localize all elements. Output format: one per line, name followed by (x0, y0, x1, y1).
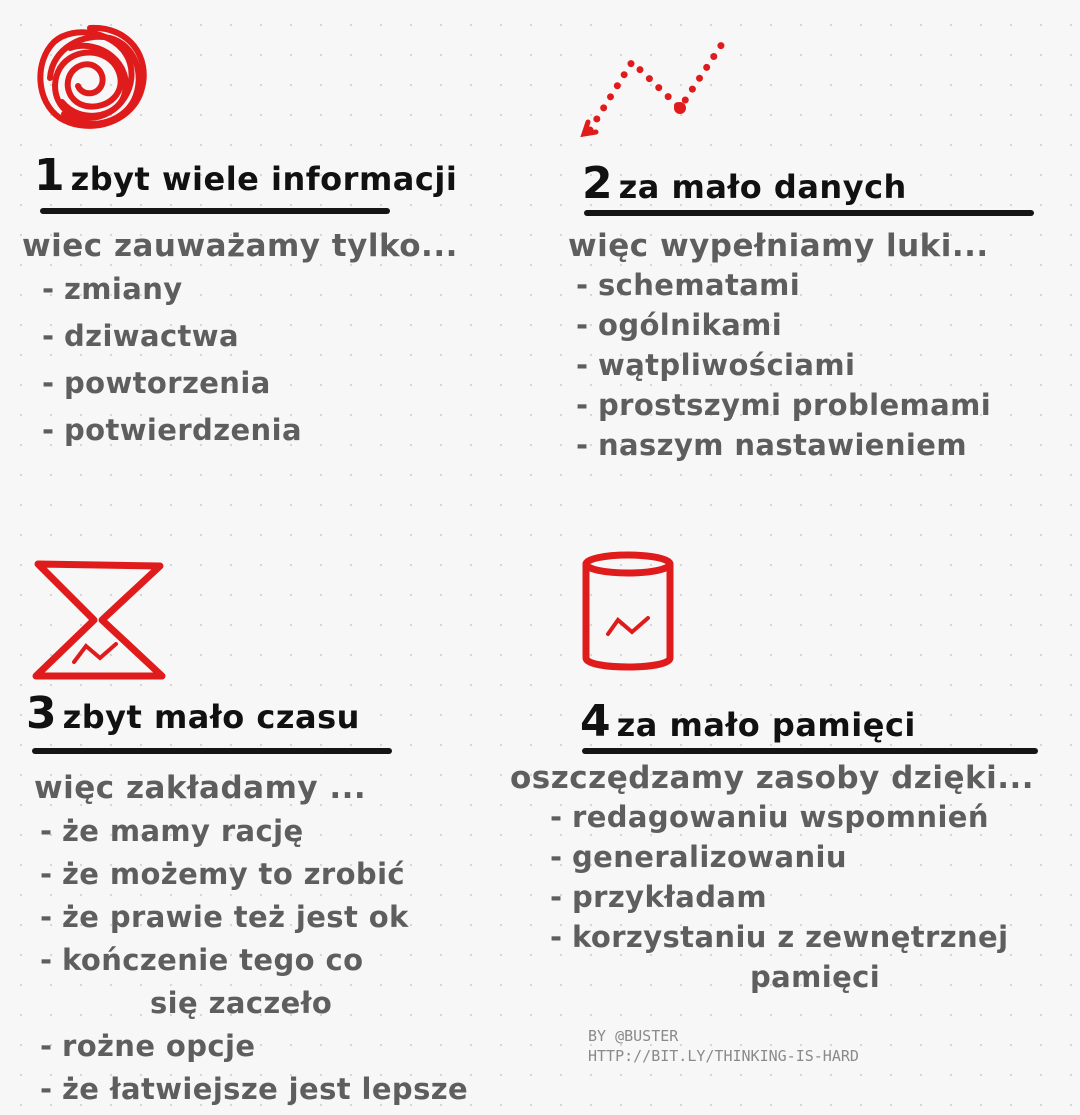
dotted-trend-icon (580, 30, 740, 145)
credit-link: HTTP://BIT.LY/THINKING-IS-HARD (588, 1047, 859, 1065)
section-intro: wiec zauważamy tylko... (22, 228, 458, 264)
section-number: 3 (26, 688, 57, 739)
list-item: - że prawie też jest ok (40, 900, 409, 934)
section-not-enough-meaning (540, 0, 1080, 520)
list-item: - schematami (576, 268, 801, 302)
list-item: - przykładam (550, 880, 768, 914)
list-item: - że możemy to zrobić (40, 857, 406, 891)
list-item: - dziwactwa (42, 319, 239, 353)
section-number: 2 (582, 158, 613, 209)
list-item: - potwierdzenia (42, 413, 302, 447)
list-item: - wątpliwościami (576, 348, 856, 382)
section-title: za mało pamięci (616, 706, 916, 744)
section-heading (26, 688, 360, 739)
section-intro: więc zakładamy ... (34, 770, 367, 806)
section-intro: oszczędzamy zasoby dzięki... (510, 760, 1035, 796)
list-item: - że mamy rację (40, 814, 304, 848)
section-number: 4 (580, 696, 611, 747)
list-item-continuation: pamięci (750, 960, 881, 994)
list-item-continuation: się zaczeło (150, 986, 333, 1020)
list-item: - ogólnikami (576, 308, 783, 342)
section-heading (582, 158, 907, 209)
section-heading (34, 150, 457, 201)
database-cylinder-icon (578, 548, 678, 678)
heading-underline (584, 210, 1034, 216)
heading-underline (582, 748, 1038, 754)
section-title: za mało danych (618, 168, 907, 206)
scribble-icon (30, 18, 155, 143)
list-item: - generalizowaniu (550, 840, 847, 874)
list-item: - rożne opcje (40, 1029, 256, 1063)
heading-underline (40, 208, 390, 214)
section-too-much-information (0, 0, 540, 520)
list-item: - kończenie tego co (40, 943, 364, 977)
credit-author: BY @BUSTER (588, 1027, 679, 1045)
hourglass-icon (30, 558, 170, 683)
list-item: - że łatwiejsze jest lepsze (40, 1072, 469, 1106)
list-item: - prostszymi problemami (576, 388, 992, 422)
list-item: - zmiany (42, 272, 183, 306)
section-title: zbyt mało czasu (62, 698, 360, 736)
section-heading (580, 696, 916, 747)
list-item: - powtorzenia (42, 366, 271, 400)
list-item: - korzystaniu z zewnętrznej (550, 920, 1009, 954)
item-list (40, 814, 468, 1115)
author-credit (588, 1026, 859, 1066)
section-title: zbyt wiele informacji (70, 160, 458, 198)
item-list (576, 268, 991, 468)
item-list (42, 272, 302, 460)
section-number: 1 (34, 150, 65, 201)
heading-underline (32, 748, 392, 754)
list-item: - naszym nastawieniem (576, 428, 967, 462)
item-list (550, 800, 1008, 1000)
section-what-to-remember (500, 540, 1080, 1110)
list-item: - redagowaniu wspomnień (550, 800, 989, 834)
section-intro: więc wypełniamy luki... (568, 228, 989, 264)
section-need-to-act-fast (0, 540, 560, 1110)
